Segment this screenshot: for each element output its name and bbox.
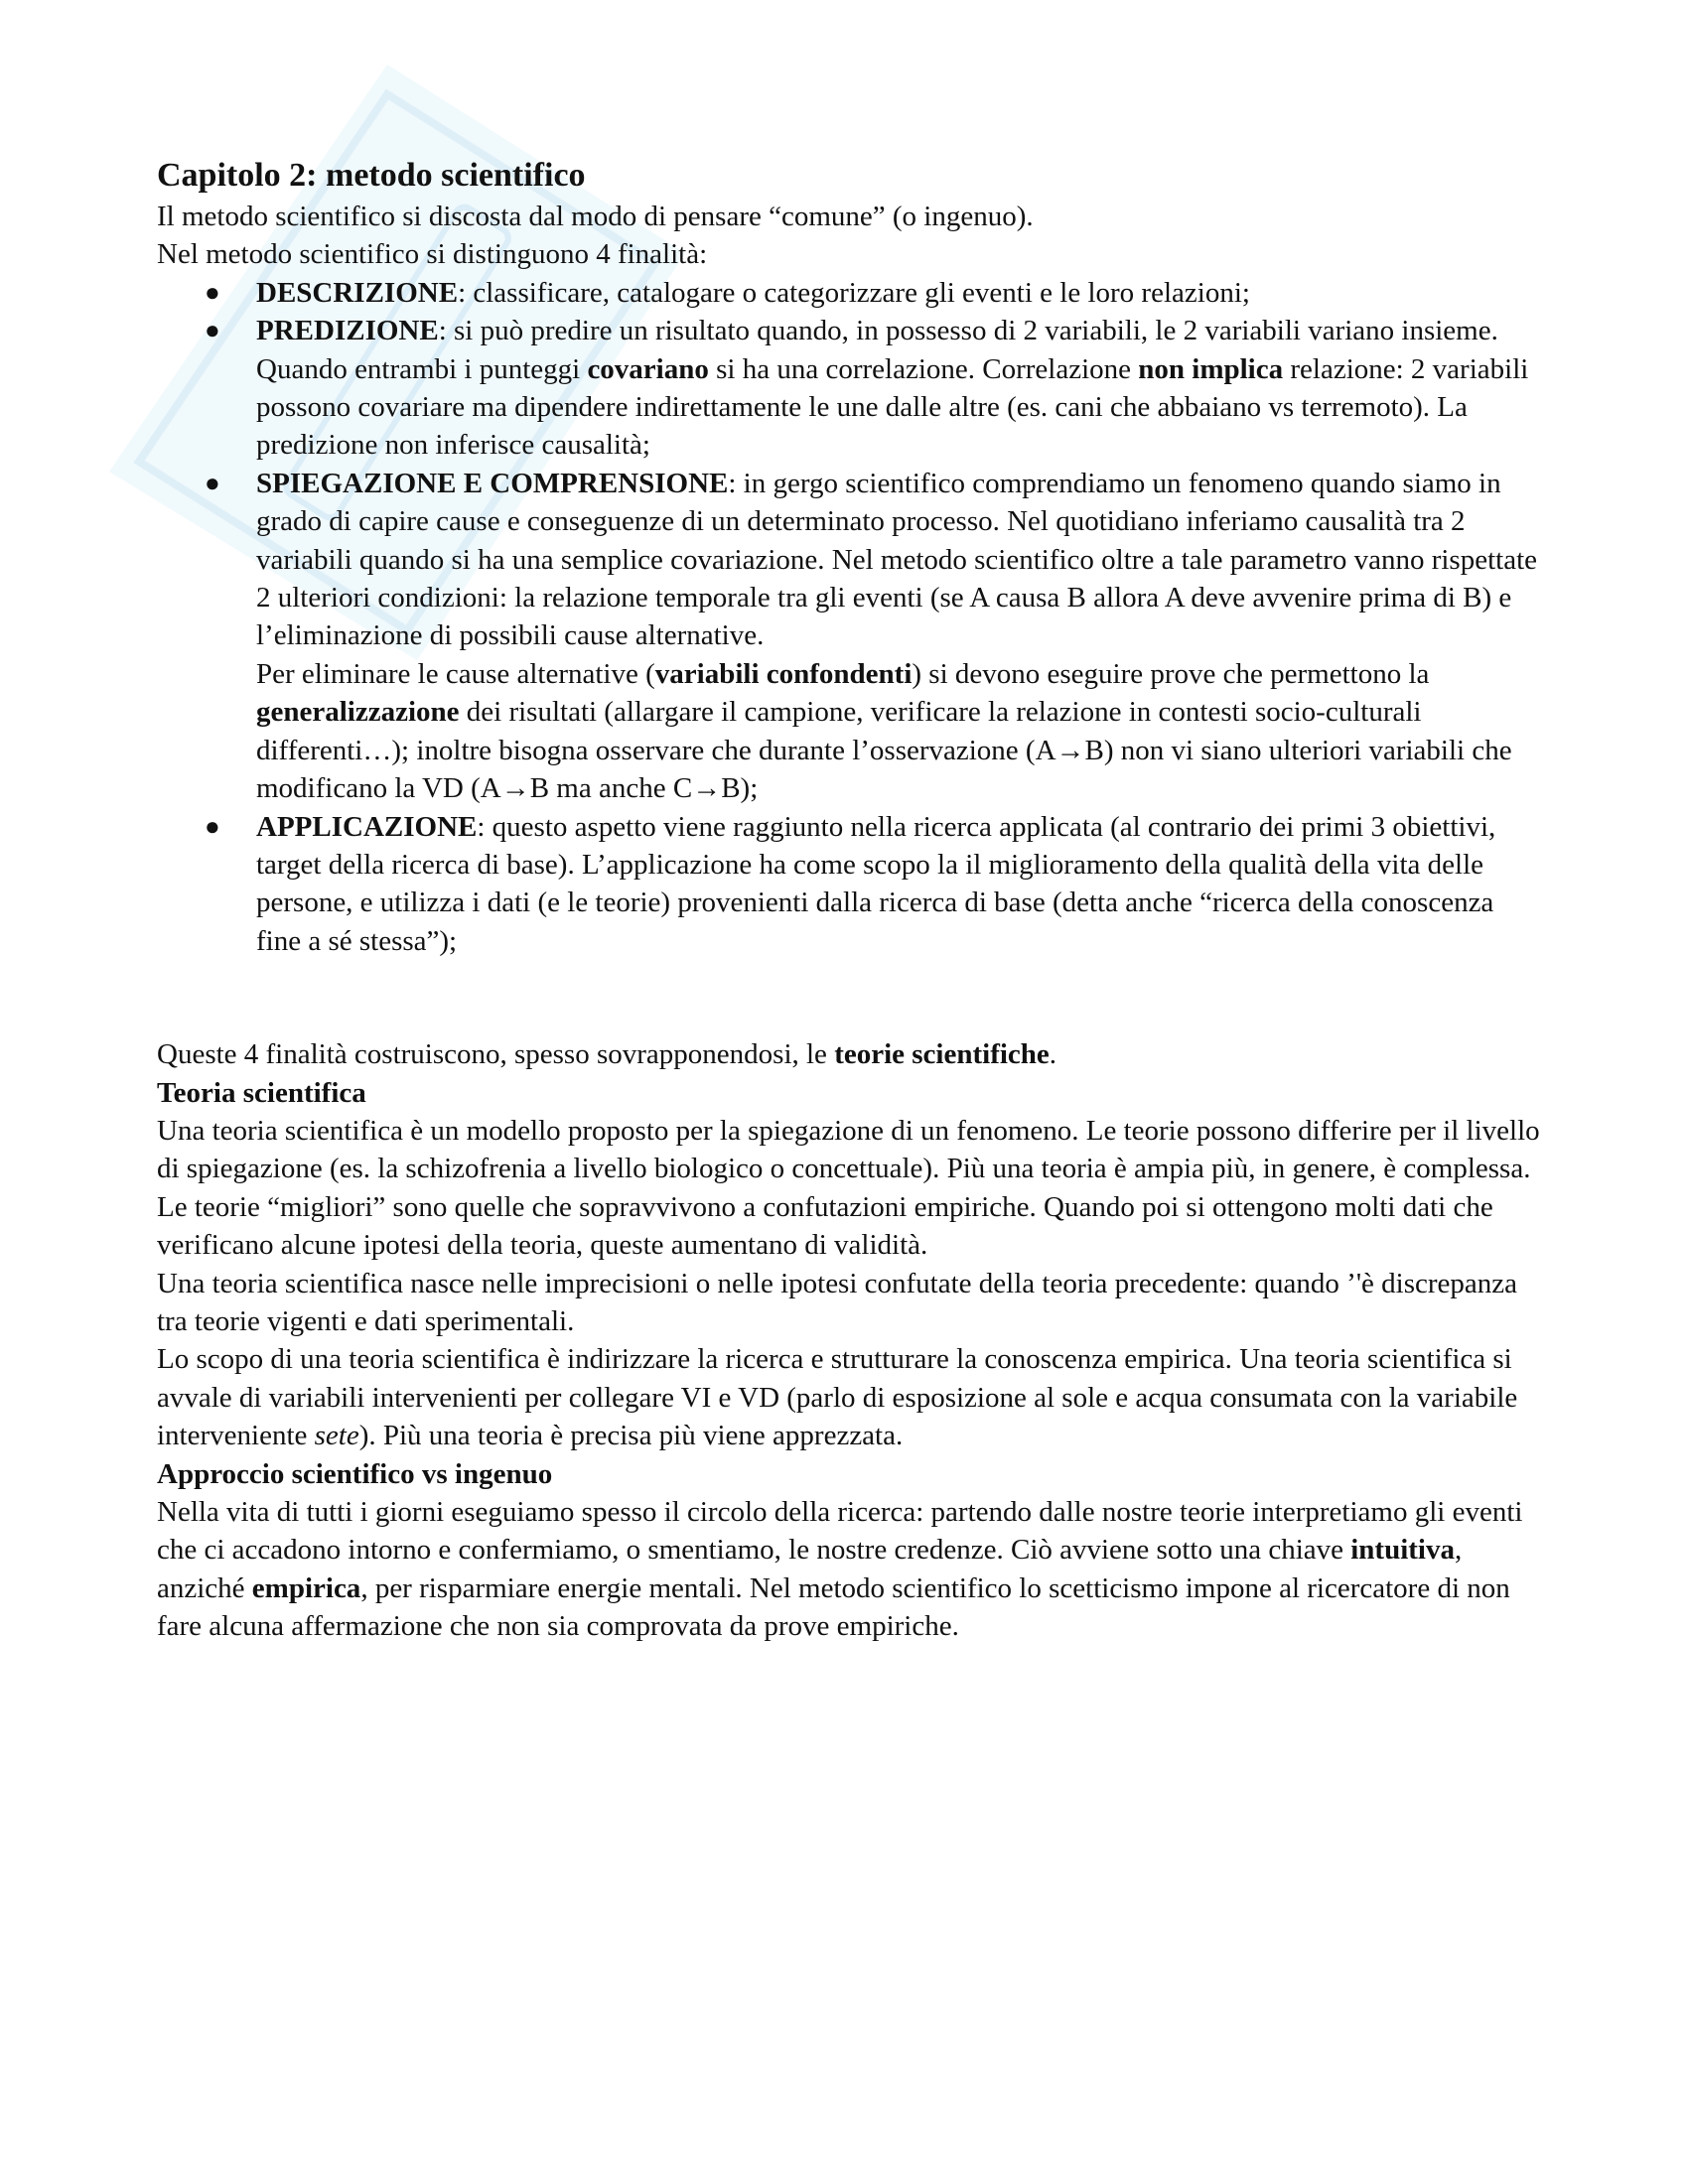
bold-term: variabili confondenti bbox=[654, 657, 913, 690]
theory-paragraph-2: Una teoria scientifica nasce nelle imprecisioni o nelle ipotesi confutate della teoria precedente: quando ’'è discrepanza tra teorie vigenti e dati sperimentali. bbox=[157, 1267, 1518, 1337]
italic-term: sete bbox=[314, 1420, 359, 1452]
bold-term: empirica bbox=[251, 1571, 361, 1604]
theory-paragraph-1: Una teoria scientifica è un modello proposto per la spiegazione di un fenomeno. Le teorie possono differire per il livello di spiegazione (es. la schizofrenia a livello biologico o concettuale). Più una teoria è ampia più, in genere, è complessa. Le teorie “migliori” sono quelle che sopravvivono a confutazioni empiriche. Quando poi si ottengono molti dati che verificano alcune ipotesi della teoria, queste aumentano di validità. bbox=[157, 1114, 1540, 1262]
bold-term: teorie scientifiche bbox=[834, 1038, 1050, 1071]
theory-paragraph-3 bbox=[157, 1340, 1542, 1454]
bullet-icon: ● bbox=[205, 468, 220, 497]
goals-list bbox=[157, 274, 1542, 960]
bullet-icon: ● bbox=[205, 316, 220, 345]
document-page bbox=[157, 154, 1542, 1646]
theory-text: Lo scopo di una teoria scientifica è indirizzare la ricerca e strutturare la conoscenza empirica. Una teoria scientifica si avvale di variabili intervenienti per collegare VI e VD (parlo di esposizione al sole e acqua consumata con la variabile interveniente bbox=[157, 1343, 1518, 1452]
goal-text: : questo aspetto viene raggiunto nella ricerca applicata (al contrario dei primi 3 obiettivi, target della ricerca di base). L’applicazione ha come scopo la il miglioramento della qualità della vita delle persone, e utilizza i dati (e le teorie) provenienti dalla ricerca di base (detta anche “ricerca della conoscenza fine a sé stessa”); bbox=[256, 810, 1496, 957]
bold-term: generalizzazione bbox=[256, 696, 460, 729]
intro-line-1: Il metodo scientifico si discosta dal modo di pensare “comune” (o ingenuo). bbox=[157, 201, 1034, 232]
blank-space bbox=[157, 960, 1542, 1035]
goal-text: si ha una correlazione. Correlazione bbox=[708, 352, 1139, 385]
approach-text: , anziché bbox=[157, 1534, 1463, 1604]
bold-term: non implica bbox=[1138, 352, 1284, 385]
intro-line-2: Nel metodo scientifico si distinguono 4 finalità: bbox=[157, 238, 708, 271]
approach-text: Nella vita di tutti i giorni eseguiamo spesso il circolo della ricerca: partendo dalle nostre teorie interpretiamo gli eventi che ci accadono intorno e confermiamo, o smentiamo, le nostre credenze. Ciò avviene sotto una chiave bbox=[157, 1496, 1523, 1567]
summary-paragraph bbox=[157, 1035, 1542, 1073]
goal-term: SPIEGAZIONE E COMPRENSIONE bbox=[256, 467, 729, 499]
approach-paragraph bbox=[157, 1493, 1542, 1646]
list-item bbox=[205, 274, 1542, 312]
chapter-title: Capitolo 2: metodo scientifico bbox=[157, 157, 586, 194]
list-item bbox=[205, 465, 1542, 808]
list-item bbox=[205, 808, 1542, 961]
bullet-icon: ● bbox=[205, 811, 220, 841]
goal-paragraph bbox=[256, 655, 1542, 808]
approach-text: , per risparmiare energie mentali. Nel metodo scientifico lo scetticismo impone al ricercatore di non fare alcuna affermazione che non sia comprovata da prove empiriche. bbox=[157, 1571, 1510, 1643]
goal-text: : classificare, catalogare o categorizzare gli eventi e le loro relazioni; bbox=[458, 276, 1250, 309]
theory-heading: Teoria scientifica bbox=[157, 1076, 366, 1109]
approach-heading: Approccio scientifico vs ingenuo bbox=[157, 1457, 553, 1490]
goal-term: PREDIZIONE bbox=[256, 315, 439, 347]
goal-text: ) si devono eseguire prove che permettono la bbox=[912, 657, 1430, 690]
bold-term: covariano bbox=[587, 352, 709, 385]
goal-term: APPLICAZIONE bbox=[256, 810, 478, 843]
goal-text: dei risultati (allargare il campione, verificare la relazione in contesti socio-culturali differenti…); inoltre bisogna osservare che durante l’osservazione (A→B) non vi siano ulteriori variabili che modificano la VD (A→B ma anche C→B); bbox=[256, 696, 1512, 805]
theory-text: ). Più una teoria è precisa più viene apprezzata. bbox=[358, 1420, 904, 1452]
bullet-icon: ● bbox=[205, 277, 220, 307]
goal-text: : in gergo scientifico comprendiamo un fenomeno quando siamo in grado di capire cause e conseguenze di un determinato processo. Nel quotidiano inferiamo causalità tra 2 variabili quando si ha una semplice covariazione. Nel metodo scientifico oltre a tale parametro vanno rispettate 2 ulteriori condizioni: la relazione temporale tra gli eventi (se A causa B allora A deve avvenire prima di B) e l’eliminazione di possibili cause alternative. bbox=[256, 467, 1538, 652]
goal-text: relazione: 2 variabili possono covariare ma dipendere indirettamente le une dalle altre (es. cani che abbaiano vs terremoto). La predizione non inferisce causalità; bbox=[256, 352, 1529, 462]
summary-text: Queste 4 finalità costruiscono, spesso sovrapponendosi, le bbox=[157, 1038, 835, 1071]
summary-text: . bbox=[1049, 1038, 1057, 1071]
goal-term: DESCRIZIONE bbox=[256, 276, 459, 309]
goal-text: Per eliminare le cause alternative ( bbox=[256, 657, 655, 690]
bold-term: intuitiva bbox=[1350, 1534, 1455, 1567]
goal-text: : si può predire un risultato quando, in possesso di 2 variabili, le 2 variabili variano insieme. Quando entrambi i punteggi bbox=[256, 315, 1498, 385]
list-item bbox=[205, 312, 1542, 465]
